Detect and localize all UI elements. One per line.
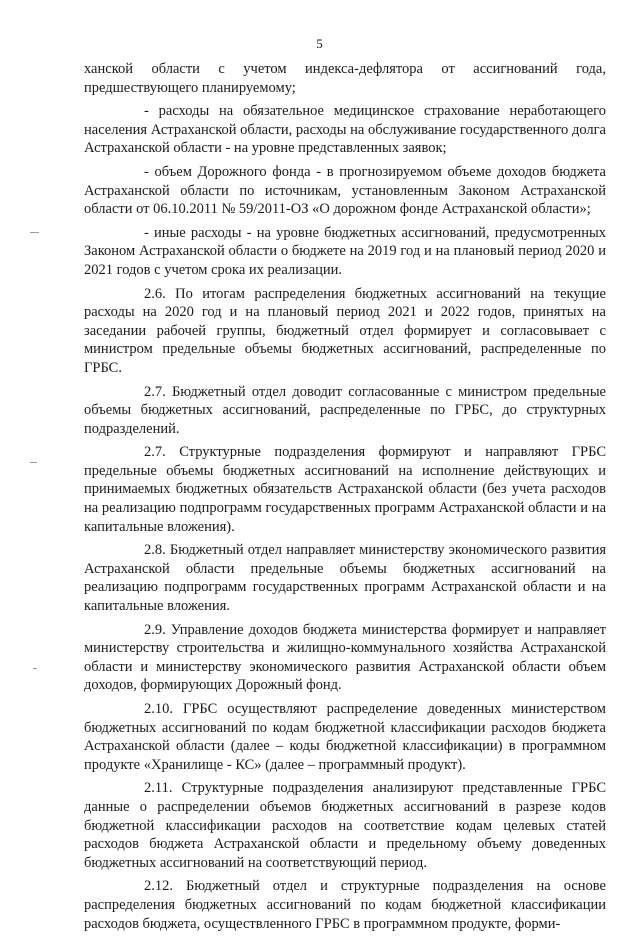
paragraph: 2.8. Бюджетный отдел направляет министерству экономического развития Астраханской области предельные объемы бюджетных ассигнований на реализацию подпрограмм государственных программ Астраханской области и на капитальные вложения. [84,542,606,615]
paragraph: 2.12. Бюджетный отдел и структурные подразделения на основе распределения бюджетных ассигнований по кодам бюджетной классификации расходов бюджета, осуществленного ГРБС в программном продукте, форми- [84,878,606,932]
paragraph: - иные расходы - на уровне бюджетных ассигнований, предусмотренных Законом Астраханской области о бюджете на 2019 год и на плановый период 2020 и 2021 годов с учетом срока их реализации. [84,224,606,278]
paragraph: 2.7. Бюджетный отдел доводит согласованные с министром предельные объемы бюджетных ассигнований, распределенные по ГРБС, до структурных подразделений. [84,383,606,437]
page-number: 5 [316,36,323,51]
paragraph: ханской области с учетом индекса-дефлятора от ассигнований года, предшествующего планируемому; [84,61,606,96]
paragraph: 2.9. Управление доходов бюджета министерства формирует и направляет министерству строительства и жилищно-коммунального хозяйства Астраханской области и министерству экономического развития Астраханской области объем доходов, формирующих Дорожный фонд. [84,621,606,694]
paragraph: - объем Дорожного фонда - в прогнозируемом объеме доходов бюджета Астраханской области по источникам, установленным Законом Астраханской области от 06.10.2011 № 59/2011-ОЗ «О дорожном фонде Астраханской области»; [84,163,606,218]
paragraph: - расходы на обязательное медицинское страхование неработающего населения Астраханской области, расходы на обслуживание государственного долга Астраханской области - на уровне представленных заявок; [84,103,606,157]
scan-mark [30,232,39,233]
document-body [84,60,606,938]
paragraph: 2.11. Структурные подразделения анализируют представленные ГРБС данные о распределении объемов бюджетных ассигнований в разрезе кодов бюджетной классификации расходов на соответствие кодам целевых статей расходов бюджета Астраханской области и предельному объему доведенных бюджетных ассигнований на соответствующий период. [84,780,606,871]
paragraph: 2.10. ГРБС осуществляют распределение доведенных министерством бюджетных ассигнований по кодам бюджетной классификации расходов бюджета Астраханской области (далее – коды бюджетной классификации) в программном продукте «Хранилище - КС» (далее – программный продукт). [84,701,606,773]
paragraph: 2.6. По итогам распределения бюджетных ассигнований на текущие расходы на 2020 год и на плановый период 2021 и 2022 годов, принятых на заседании рабочей группы, бюджетный отдел формирует и согласовывает с министром предельные объемы бюджетных ассигнований, распределенные по ГРБС. [84,285,606,376]
scan-mark [30,462,37,463]
scan-mark [33,668,37,669]
paragraph: 2.7. Структурные подразделения формируют и направляют ГРБС предельные объемы бюджетных ассигнований на исполнение действующих и принимаемых бюджетных обязательств Астраханской области (без учета расходов на реализацию подпрограмм государственных программ Астраханской области и на капитальные вложения). [84,444,606,535]
